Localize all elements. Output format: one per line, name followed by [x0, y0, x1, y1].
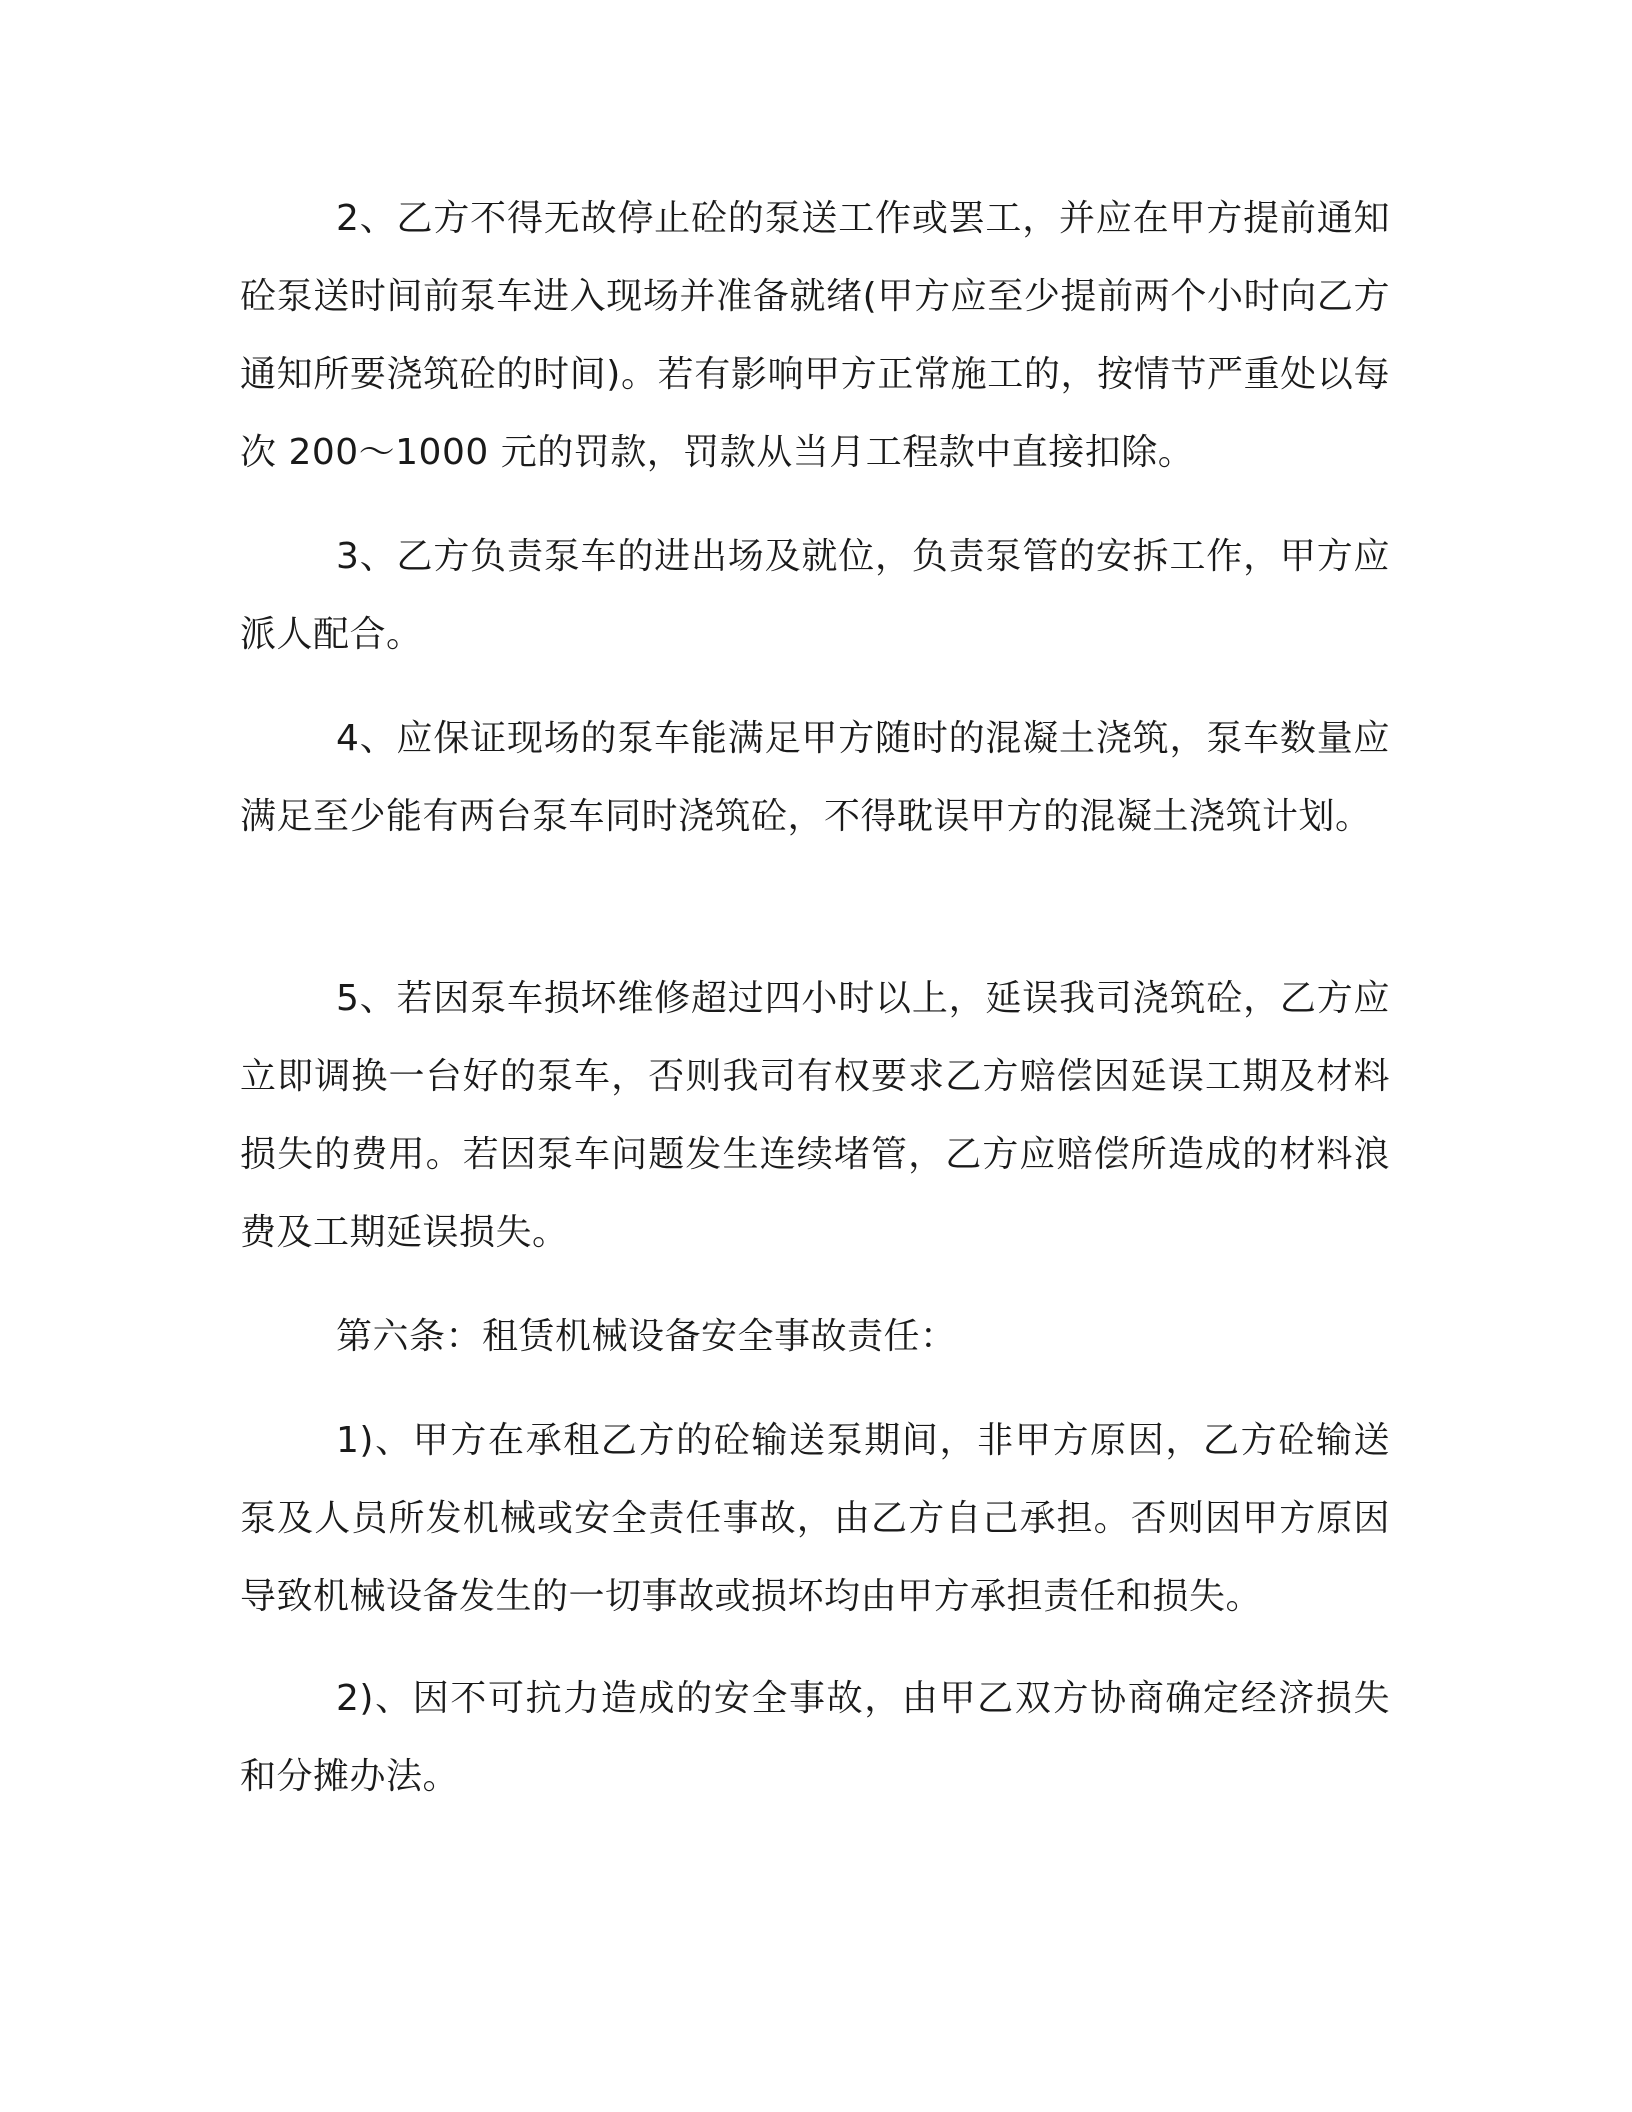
- article-6-item-1-paragraph: 1)、甲方在承租乙方的砼输送泵期间，非甲方原因，乙方砼输送泵及人员所发机械或安全责任事故，由乙方自己承担。否则因甲方原因导致机械设备发生的一切事故或损坏均由甲方承担责任和损失。: [240, 1420, 1390, 1617]
- article-6-item-2-paragraph: 2)、因不可抗力造成的安全事故，由甲乙双方协商确定经济损失和分摊办法。: [240, 1678, 1390, 1797]
- article-6-heading: 第六条：租赁机械设备安全事故责任：: [336, 1316, 957, 1357]
- clause-3-paragraph: 3、乙方负责泵车的进出场及就位，负责泵管的安拆工作，甲方应派人配合。: [240, 536, 1390, 655]
- clause-5-paragraph: 5、若因泵车损坏维修超过四小时以上，延误我司浇筑砼，乙方应立即调换一台好的泵车，否则我司有权要求乙方赔偿因延误工期及材料损失的费用。若因泵车问题发生连续堵管，乙方应赔偿所造成的材料浪费及工期延误损失。: [240, 978, 1390, 1253]
- clause-4-paragraph: 4、应保证现场的泵车能满足甲方随时的混凝土浇筑，泵车数量应满足至少能有两台泵车同时浇筑砼，不得耽误甲方的混凝土浇筑计划。: [240, 718, 1390, 837]
- clause-2-paragraph: 2、乙方不得无故停止砼的泵送工作或罢工，并应在甲方提前通知砼泵送时间前泵车进入现场并准备就绪(甲方应至少提前两个小时向乙方通知所要浇筑砼的时间)。若有影响甲方正常施工的，按情节严重处以每次 200～1000 元的罚款，罚款从当月工程款中直接扣除。: [240, 198, 1390, 473]
